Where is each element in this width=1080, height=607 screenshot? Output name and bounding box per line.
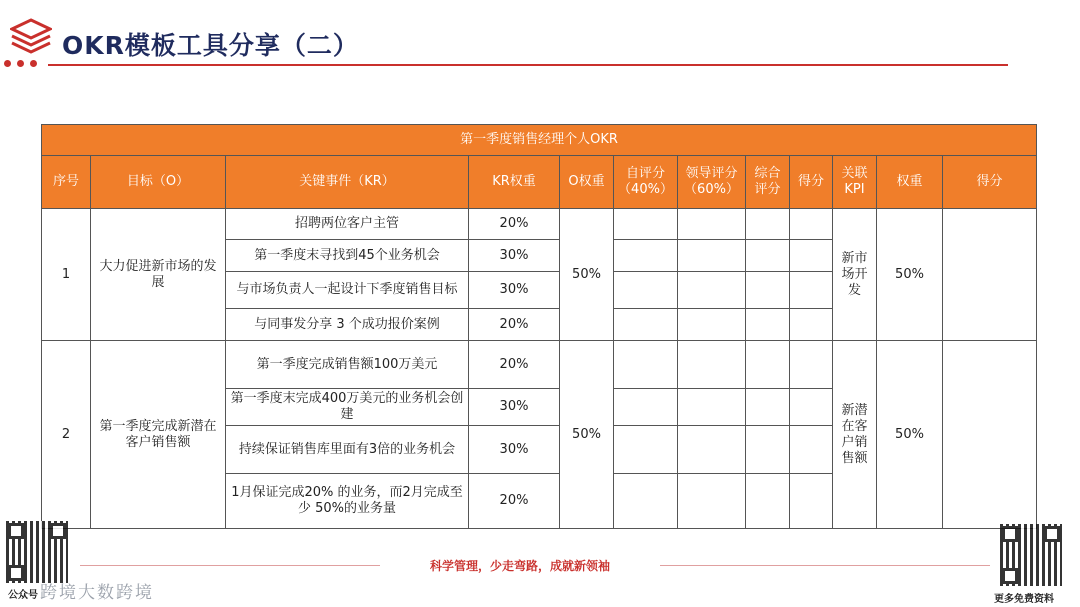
qr-caption-right: 更多免费资料 <box>994 594 1054 605</box>
overall-score-cell[interactable] <box>746 309 790 341</box>
kr-weight-cell: 30% <box>469 389 560 426</box>
kr-cell: 第一季度完成销售额100万美元 <box>226 341 469 389</box>
objective-cell: 第一季度完成新潜在客户销售额 <box>91 341 226 529</box>
score-cell[interactable] <box>790 309 833 341</box>
table-caption: 第一季度销售经理个人OKR <box>42 125 1037 156</box>
footer-slogan: 科学管理，少走弯路，成就新领袖 <box>429 559 610 573</box>
leader-score-cell[interactable] <box>678 309 746 341</box>
kr-cell: 持续保证销售库里面有3倍的业务机会 <box>226 426 469 474</box>
brand-watermark: 跨境大数跨境 <box>40 583 154 603</box>
leader-score-cell[interactable] <box>678 240 746 272</box>
self-score-cell[interactable] <box>614 272 678 309</box>
self-score-cell[interactable] <box>614 426 678 474</box>
qr-code-icon[interactable] <box>6 521 68 583</box>
col-header-overall-score: 综合评分 <box>746 156 790 209</box>
leader-score-cell[interactable] <box>678 272 746 309</box>
footer-divider-right <box>660 565 990 566</box>
overall-score-cell[interactable] <box>746 209 790 240</box>
score-cell[interactable] <box>790 474 833 529</box>
col-header-self-score: 自评分（40%） <box>614 156 678 209</box>
overall-score-cell[interactable] <box>746 426 790 474</box>
kpi-cell: 新市场开发 <box>833 209 877 341</box>
score-cell[interactable] <box>790 272 833 309</box>
col-header-leader-score: 领导评分（60%） <box>678 156 746 209</box>
score-cell[interactable] <box>790 389 833 426</box>
col-header-o-weight: O权重 <box>560 156 614 209</box>
score-cell[interactable] <box>790 426 833 474</box>
overall-score-cell[interactable] <box>746 341 790 389</box>
final-score-cell[interactable] <box>943 209 1037 341</box>
col-header-final-score: 得分 <box>943 156 1037 209</box>
overall-score-cell[interactable] <box>746 240 790 272</box>
qr-caption-left: 公众号 <box>8 590 38 601</box>
leader-score-cell[interactable] <box>678 389 746 426</box>
kpi-cell: 新潜在客户销售额 <box>833 341 877 529</box>
col-header-weight: 权重 <box>877 156 943 209</box>
overall-score-cell[interactable] <box>746 389 790 426</box>
objective-cell: 大力促进新市场的发展 <box>91 209 226 341</box>
seq-cell: 2 <box>42 341 91 529</box>
kr-weight-cell: 20% <box>469 209 560 240</box>
kr-cell: 第一季度末寻找到45个业务机会 <box>226 240 469 272</box>
col-header-score: 得分 <box>790 156 833 209</box>
score-cell[interactable] <box>790 209 833 240</box>
table-row <box>42 341 1037 389</box>
seq-cell: 1 <box>42 209 91 341</box>
col-header-kr: 关键事件（KR） <box>226 156 469 209</box>
col-header-kr-weight: KR权重 <box>469 156 560 209</box>
kr-cell: 与同事发分享 3 个成功报价案例 <box>226 309 469 341</box>
self-score-cell[interactable] <box>614 389 678 426</box>
score-cell[interactable] <box>790 240 833 272</box>
kr-weight-cell: 20% <box>469 309 560 341</box>
o-weight-cell: 50% <box>560 209 614 341</box>
page-title: OKR模板工具分享（二） <box>62 31 359 60</box>
final-score-cell[interactable] <box>943 341 1037 529</box>
stacked-layers-icon <box>10 18 52 58</box>
overall-score-cell[interactable] <box>746 474 790 529</box>
self-score-cell[interactable] <box>614 209 678 240</box>
col-header-seq: 序号 <box>42 156 91 209</box>
kr-weight-cell: 20% <box>469 474 560 529</box>
kr-weight-cell: 30% <box>469 240 560 272</box>
kr-weight-cell: 30% <box>469 426 560 474</box>
kr-cell: 第一季度末完成400万美元的业务机会创建 <box>226 389 469 426</box>
okr-table <box>41 124 1037 529</box>
weight-cell: 50% <box>877 341 943 529</box>
self-score-cell[interactable] <box>614 341 678 389</box>
score-cell[interactable] <box>790 341 833 389</box>
self-score-cell[interactable] <box>614 309 678 341</box>
leader-score-cell[interactable] <box>678 474 746 529</box>
self-score-cell[interactable] <box>614 474 678 529</box>
title-underline <box>48 64 1008 66</box>
kr-cell: 与市场负责人一起设计下季度销售目标 <box>226 272 469 309</box>
kr-weight-cell: 30% <box>469 272 560 309</box>
leader-score-cell[interactable] <box>678 209 746 240</box>
overall-score-cell[interactable] <box>746 272 790 309</box>
col-header-objective: 目标（O） <box>91 156 226 209</box>
leader-score-cell[interactable] <box>678 341 746 389</box>
qr-code-icon[interactable] <box>1000 524 1062 586</box>
col-header-kpi: 关联KPI <box>833 156 877 209</box>
footer-divider-left <box>80 565 380 566</box>
self-score-cell[interactable] <box>614 240 678 272</box>
o-weight-cell: 50% <box>560 341 614 529</box>
kr-weight-cell: 20% <box>469 341 560 389</box>
kr-cell: 1月保证完成20% 的业务，而2月完成至少 50%的业务量 <box>226 474 469 529</box>
weight-cell: 50% <box>877 209 943 341</box>
table-row <box>42 209 1037 240</box>
kr-cell: 招聘两位客户主管 <box>226 209 469 240</box>
leader-score-cell[interactable] <box>678 426 746 474</box>
